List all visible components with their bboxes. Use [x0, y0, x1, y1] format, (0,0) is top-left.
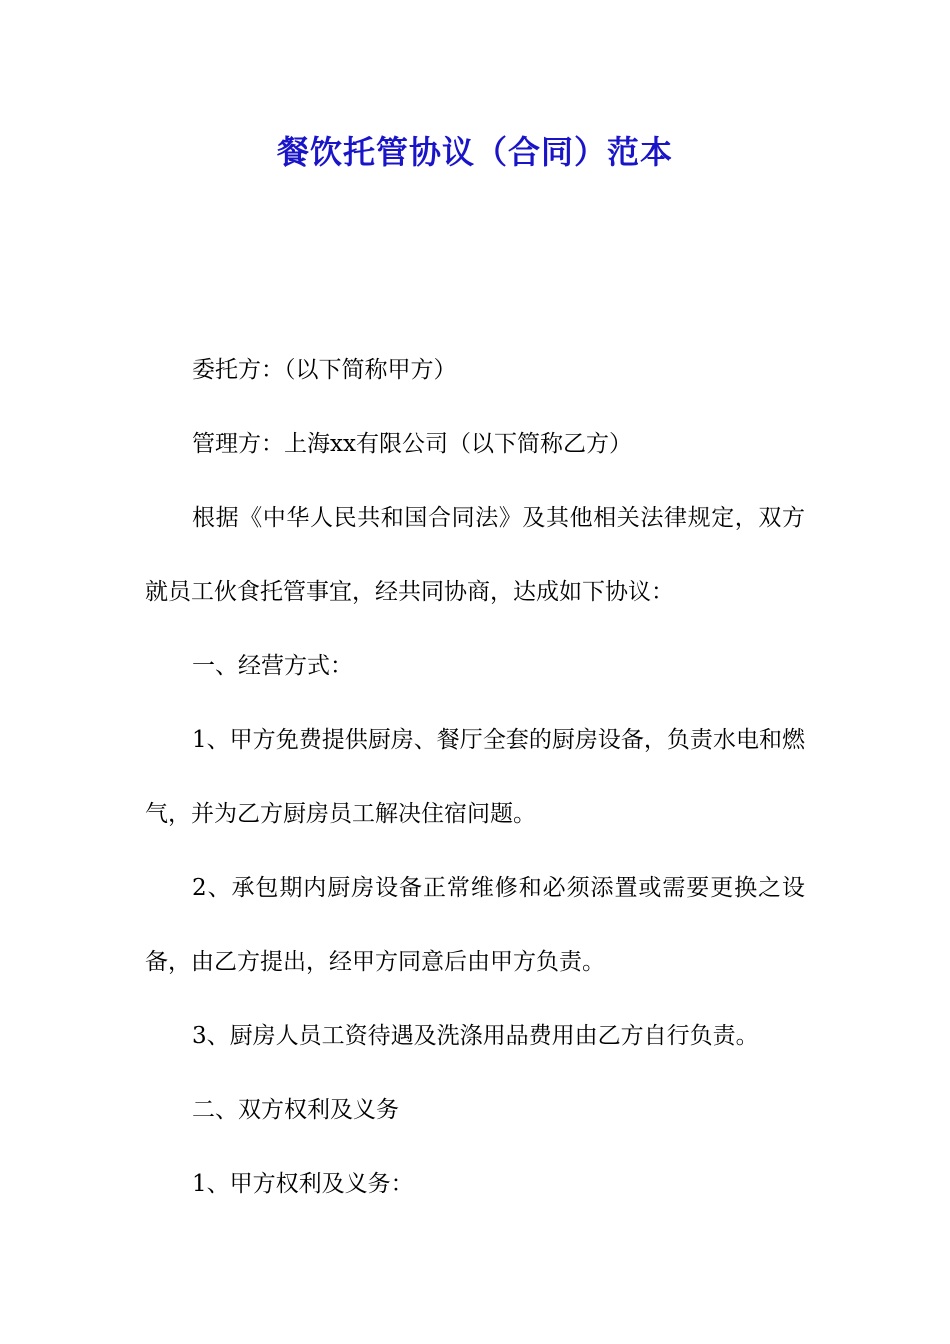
clause-3: 3、厨房人员工资待遇及洗涤用品费用由乙方自行负责。	[192, 1023, 759, 1049]
subsection-party-a: 1、甲方权利及义务：	[192, 1171, 414, 1197]
paragraph-preamble: 根据《中华人民共和国合同法》及其他相关法律规定，双方就员工伙食托管事宜，经共同协商，达成如下协议：	[145, 505, 805, 605]
paragraph-manager: 管理方：上海xx有限公司（以下简称乙方）	[192, 431, 632, 457]
document-body	[145, 333, 805, 1221]
section-heading-operation: 一、经营方式：	[192, 653, 353, 679]
section-heading-rights: 二、双方权利及义务	[192, 1097, 399, 1123]
clause-1: 1、甲方免费提供厨房、餐厅全套的厨房设备，负责水电和燃气，并为乙方厨房员工解决住宿问题。	[145, 727, 805, 827]
paragraph-client: 委托方：（以下简称甲方）	[192, 357, 457, 383]
clause-2: 2、承包期内厨房设备正常维修和必须添置或需要更换之设备，由乙方提出，经甲方同意后由甲方负责。	[145, 875, 805, 975]
document-title: 餐饮托管协议（合同）范本	[276, 133, 673, 171]
